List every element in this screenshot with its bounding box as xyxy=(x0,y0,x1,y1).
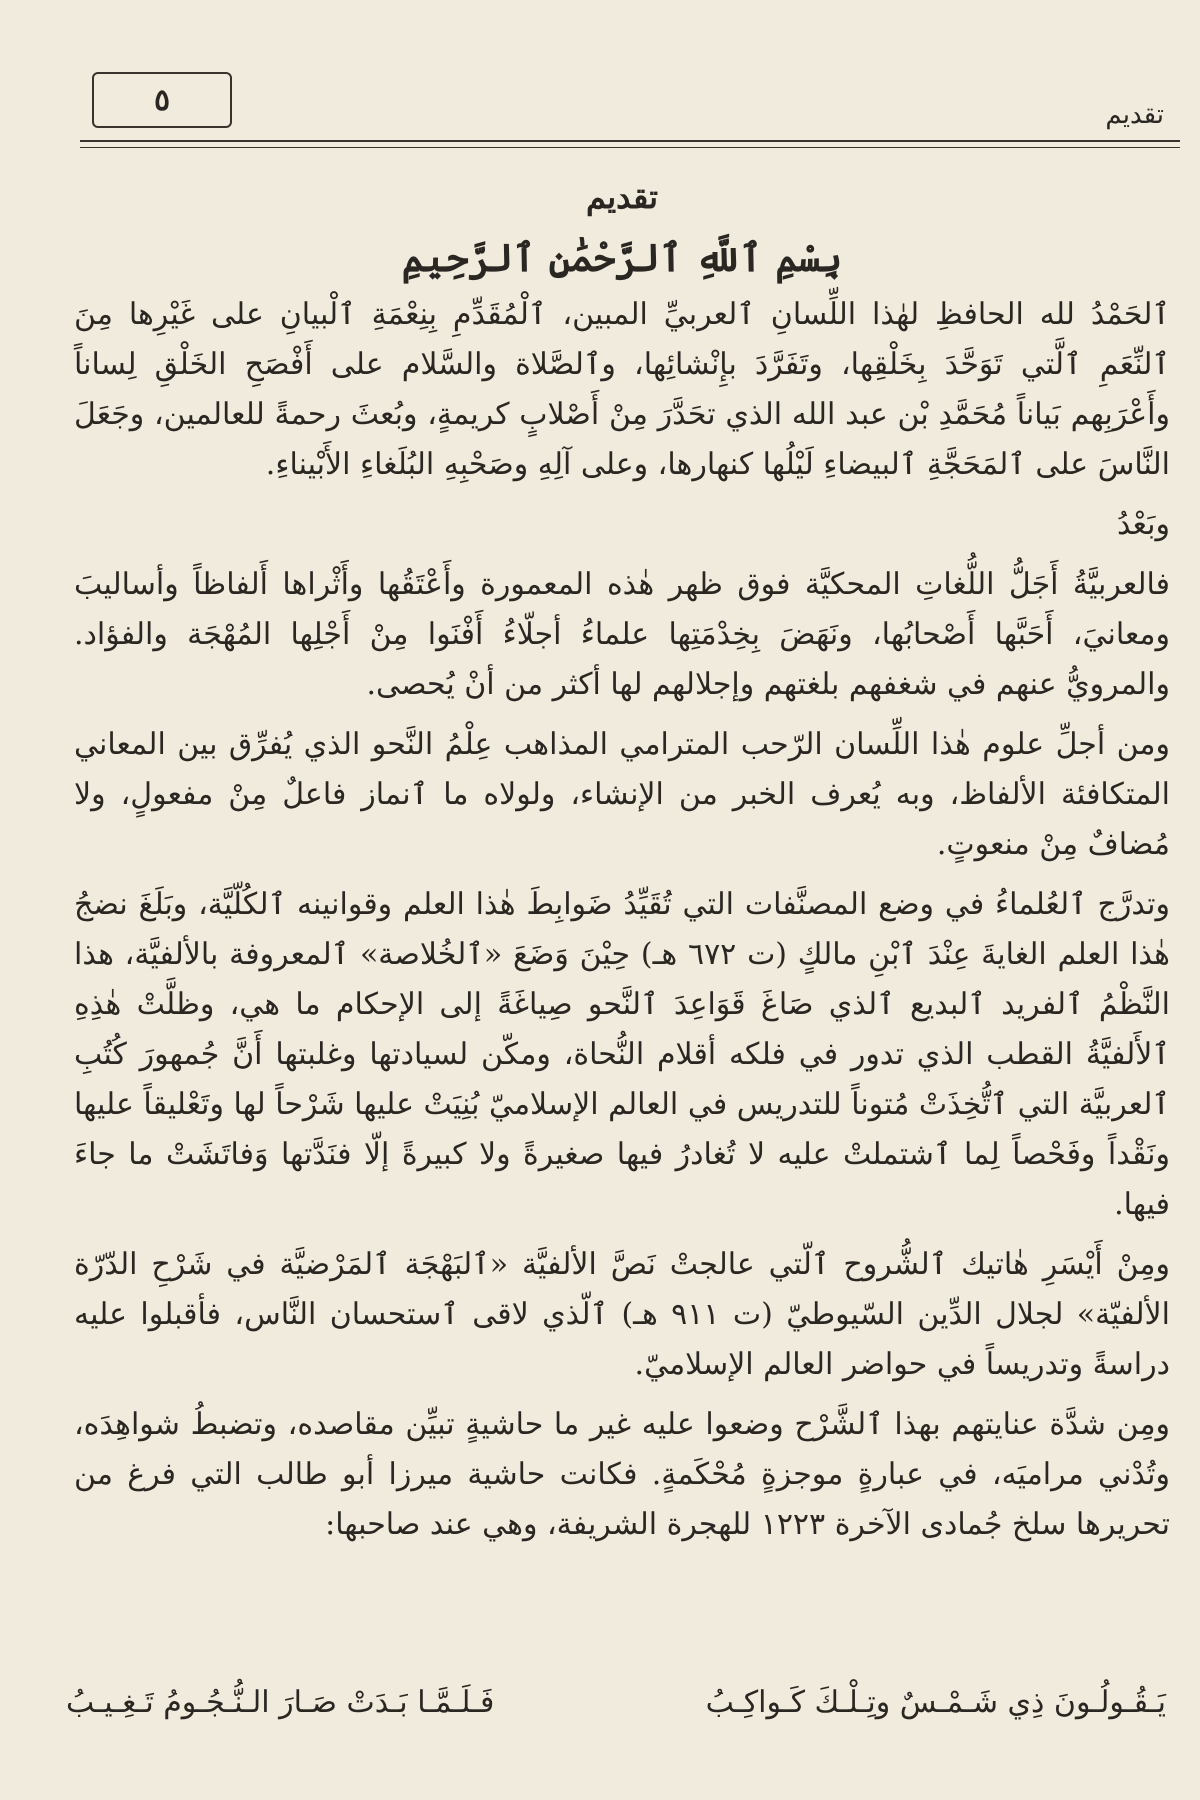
running-title: تقديم xyxy=(1105,100,1164,130)
verse-right-hemistich: يَـقُـولُـونَ ذِي شَـمْـسٌ وتِـلْـكَ كَـواكِـبُ xyxy=(705,1685,1166,1720)
poetry-verse xyxy=(66,1685,1166,1720)
paragraph: وبَعْدُ xyxy=(1116,507,1170,542)
section-title: تقديم xyxy=(585,178,659,216)
paragraph: ومِن شدَّة عنايتهم بهذا ٱلشَّرْح وضعوا عليه غير ما حاشيةٍ تبيِّن مقاصده، وتضبطُ شواهِدَه، وتُدْني مراميَه، في عبارةٍ موجزةٍ مُحْكَمةٍ. فكانت حاشية ميرزا أبو طالب التي فرغ من تحريرها سلخ جُمادى الآخرة ١٢٢٣ للهجرة الشريفة، وهي عند صاحبها: xyxy=(74,1407,1170,1542)
verse-left-hemistich: فَـلَـمَّـا بَـدَتْ صَـارَ الـنُّـجُـومُ تَـغِـيـبُ xyxy=(66,1685,495,1720)
page-body xyxy=(74,172,1170,1560)
basmala: بِسْمِ ٱللَّهِ ٱلرَّحْمَٰنِ ٱلرَّحِيمِ xyxy=(401,235,843,280)
paragraph: ومن أجلِّ علوم هٰذا اللِّسان الرّحب المترامي المذاهب عِلْمُ النَّحو الذي يُفرِّق بين المعاني المتكافئة الألفاظ، وبه يُعرف الخبر من الإنشاء، ولولاه ما ٱنماز فاعلٌ مِنْ مفعولٍ، ولا مُضافٌ مِنْ منعوتٍ. xyxy=(74,727,1170,862)
paragraph: فالعربيَّةُ أَجَلُّ اللُّغاتِ المحكيَّة فوق ظهر هٰذه المعمورة وأَعْتَقُها وأَثْراها أَلفاظاً وأساليبَ ومعانيَ، أَحَبَّها أَصْحابُها، ونَهَضَ بِخِدْمَتِها علماءُ أجلّاءُ أَفْنَوا مِنْ أَجْلِها المُهْجَة والفؤاد. والمرويُّ عنهم في شغفهم بلغتهم وإجلالهم لها أكثر من أنْ يُحصى. xyxy=(74,567,1170,702)
page-number-box xyxy=(92,72,232,128)
paragraph: وتدرَّج ٱلعُلماءُ في وضع المصنَّفات التي تُقَيِّدُ ضَوابِطَ هٰذا العلم وقوانينه ٱلكُلّيَّة، وبَلَغَ نضجُ هٰذا العلم الغايةَ عِنْدَ ٱبْنِ مالكٍ (ت ٦٧٢ هـ) حِيْنَ وَضَعَ «ٱلخُلاصة» ٱلمعروفة بالألفيَّة، هذا النَّظْمُ ٱلفريد ٱلبديع ٱلذي صَاغَ قَوَاعِدَ ٱلنَّحو صِياغَةً إلى الإحكام ما هي، وظلَّتْ هٰذِهِ ٱلأَلفيَّةُ القطب الذي تدور في فلكه أقلام النُّحاة، ومكّن لسيادتها وغلبتها أَنَّ جُمهورَ كُتُبِ ٱلعربيَّة التي ٱتُّخِذَتْ مُتوناً للتدريس في العالم الإسلاميّ بُنِيَتْ عليها شَرْحاً لها وتَعْليقاً عليها ونَقْداً وفَحْصاً لِما ٱشتملتْ عليه لا تُغادرُ فيها صغيرةً ولا كبيرةً إلّا فنَدَّتها وَفاتَشَتْ ما جاءَ فيها. xyxy=(74,887,1170,1222)
paragraph: ومِنْ أَيْسَرِ هٰاتيك ٱلشُّروح ٱلّتي عالجتْ نَصَّ الألفيَّة «ٱلبَهْجَة ٱلمَرْضيَّة في شَرْحِ الدّرّة الألفيّة» لجلال الدِّين السّيوطيّ (ت ٩١١ هـ) ٱلّذي لاقى ٱستحسان النَّاس، فأقبلوا عليه دراسةً وتدريساً في حواضر العالم الإسلاميّ. xyxy=(74,1247,1170,1382)
header-rule xyxy=(80,140,1180,142)
page-number: ٥ xyxy=(153,82,171,118)
header-rule-thin xyxy=(80,147,1180,148)
paragraph: ٱلحَمْدُ لله الحافظِ لهٰذا اللِّسانِ ٱلعربيِّ المبين، ٱلْمُقَدِّمِ بِنِعْمَةِ ٱلْبيانِ على غَيْرِها مِنَ ٱلنِّعَمِ ٱلَّتي تَوَحَّدَ بِخَلْقِها، وتَفَرَّدَ بإِنْشائِها، وٱلصَّلاة والسَّلام على أَفْصَحِ الخَلْقِ لِساناً وأَعْرَبِهم بَياناً مُحَمَّدِ بْن عبد الله الذي تحَدَّرَ مِنْ أَصْلابٍ كريمةٍ، وبُعثَ رحمةً للعالمين، وجَعَلَ النَّاسَ على ٱلمَحَجَّةِ ٱلبيضاءِ لَيْلُها كنهارها، وعلى آلِهِ وصَحْبِهِ البُلَغاءِ الأَبْيناءِ. xyxy=(74,297,1170,482)
